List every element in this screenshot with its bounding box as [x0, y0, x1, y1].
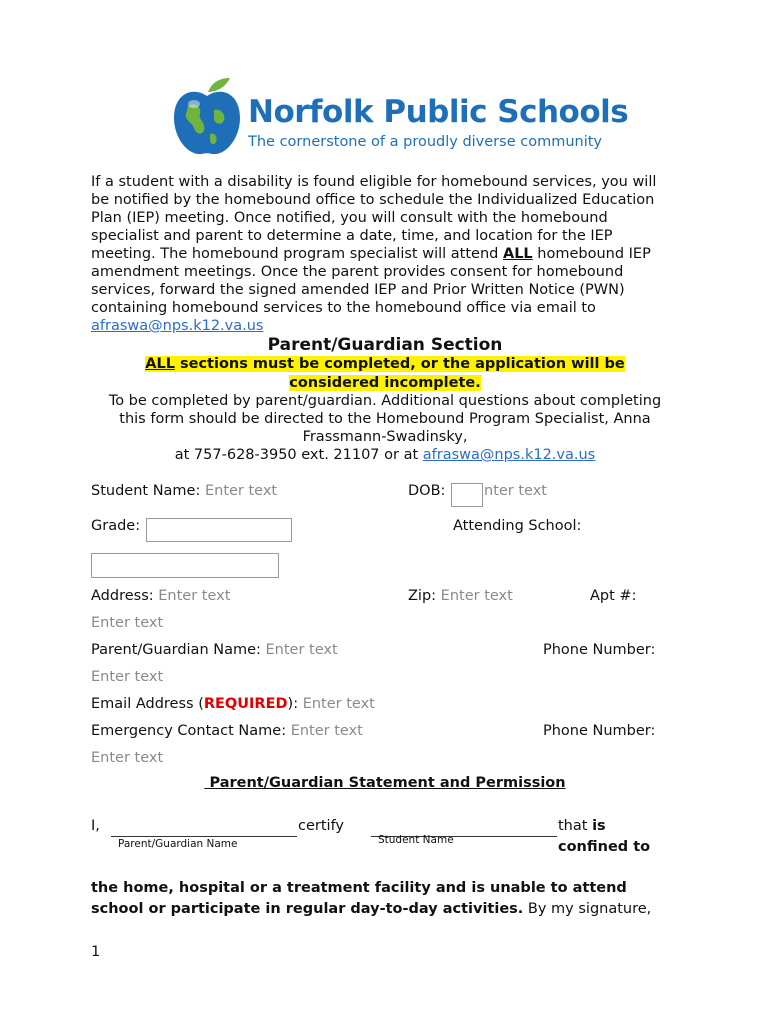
statement-text: By my signature,: [523, 901, 652, 917]
intro-email-link[interactable]: afraswa@nps.k12.va.us: [91, 318, 264, 334]
parent-name-row: [91, 641, 338, 659]
statement-line: [91, 900, 651, 918]
statement-line: the home, hospital or a treatment facility and is unable to attend: [91, 880, 627, 896]
emergency-contact-label: Emergency Contact Name:: [91, 723, 291, 739]
warning-text: considered incomplete.: [289, 375, 481, 391]
intro-line: services, forward the signed amended IEP and Prior Written Notice (PWN): [91, 282, 625, 298]
intro-all-emphasis: ALL: [502, 246, 533, 262]
intro-paragraph: [91, 173, 691, 335]
address-row: [91, 587, 230, 605]
intro-line: [91, 245, 691, 263]
specialist-email-link[interactable]: afraswa@nps.k12.va.us: [422, 447, 596, 463]
grade-label: Grade:: [91, 518, 141, 534]
section-title: Parent/Guardian Section: [267, 335, 503, 355]
emergency-phone-label: Phone Number:: [543, 723, 656, 739]
student-name-row: [91, 482, 277, 500]
apt-input[interactable]: Enter text: [91, 615, 164, 631]
intro-line: amendment meetings. Once the parent provides consent for homebound: [91, 264, 624, 280]
intro-line: Plan (IEP) meeting. Once notified, you will consult with the homebound: [91, 210, 608, 226]
dob-label: DOB:: [408, 483, 446, 499]
dob-row: [408, 482, 445, 500]
statement-title: Parent/Guardian Statement and Permission: [204, 775, 566, 791]
dob-placeholder: nter text: [484, 483, 547, 499]
intro-text: homebound IEP: [532, 246, 651, 262]
instruction-line: To be completed by parent/guardian. Additional questions about completing: [108, 393, 662, 409]
intro-line: If a student with a disability is found eligible for homebound services, you will: [91, 174, 657, 190]
intro-line: specialist and parent to determine a date, time, and location for the IEP: [91, 228, 613, 244]
org-name: Norfolk Public Schools: [248, 94, 629, 130]
page-number: 1: [91, 944, 101, 960]
warning-text: sections must be completed, or the application will be: [174, 356, 625, 372]
parent-name-input[interactable]: Enter text: [265, 642, 338, 658]
zip-row: [408, 587, 513, 605]
grade-field[interactable]: [146, 518, 292, 542]
email-row: [91, 695, 375, 713]
intro-text: meeting. The homebound program specialist will attend: [91, 246, 503, 262]
emergency-phone-input[interactable]: Enter text: [91, 750, 164, 766]
email-label: ):: [287, 696, 303, 712]
statement-emphasis: school or participate in regular day-to-day activities.: [91, 901, 524, 917]
instruction-line: this form should be directed to the Homebound Program Specialist, Anna: [119, 411, 651, 427]
student-name-input[interactable]: Enter text: [204, 483, 278, 499]
email-label: Email Address (: [91, 696, 204, 712]
phone-label: Phone Number:: [543, 642, 656, 658]
warning-all-emphasis: ALL: [145, 356, 175, 372]
student-name-caption: Student Name: [378, 834, 454, 846]
parent-name-caption: Parent/Guardian Name: [118, 838, 238, 850]
statement-certify: certify: [298, 818, 344, 834]
phone-input[interactable]: Enter text: [91, 669, 164, 685]
school-logo: [172, 76, 629, 158]
instruction-line: Frassmann-Swadinsky,: [302, 429, 468, 445]
email-input[interactable]: Enter text: [302, 696, 375, 712]
statement-confined: confined to: [558, 839, 651, 855]
apple-globe-icon: [172, 76, 242, 156]
statement-emphasis: is: [592, 818, 606, 834]
apt-label: Apt #:: [590, 588, 637, 604]
instruction-line: at 757-628-3950 ext. 21107 or at: [174, 447, 423, 463]
address-label: Address:: [91, 588, 159, 604]
statement-that: [558, 817, 606, 835]
email-required-flag: REQUIRED: [203, 696, 288, 712]
address-input[interactable]: Enter text: [158, 588, 231, 604]
section-warning: [0, 355, 770, 393]
statement-text: that: [558, 818, 593, 834]
emergency-row: [91, 722, 363, 740]
parent-signature-name-line[interactable]: [111, 818, 297, 837]
zip-input[interactable]: Enter text: [440, 588, 513, 604]
parent-name-label: Parent/Guardian Name:: [91, 642, 266, 658]
emergency-contact-input[interactable]: Enter text: [290, 723, 363, 739]
intro-line: containing homebound services to the homebound office via email to: [91, 300, 596, 316]
section-instructions: [0, 392, 770, 464]
intro-line: be notified by the homebound office to schedule the Individualized Education: [91, 192, 655, 208]
statement-i: I,: [91, 818, 100, 834]
zip-label: Zip:: [408, 588, 441, 604]
dob-field[interactable]: [451, 483, 483, 507]
attending-school-label: Attending School:: [453, 518, 582, 534]
org-tagline: The cornerstone of a proudly diverse community: [248, 134, 602, 150]
student-name-label: Student Name:: [91, 483, 205, 499]
attending-school-field[interactable]: [91, 553, 279, 578]
